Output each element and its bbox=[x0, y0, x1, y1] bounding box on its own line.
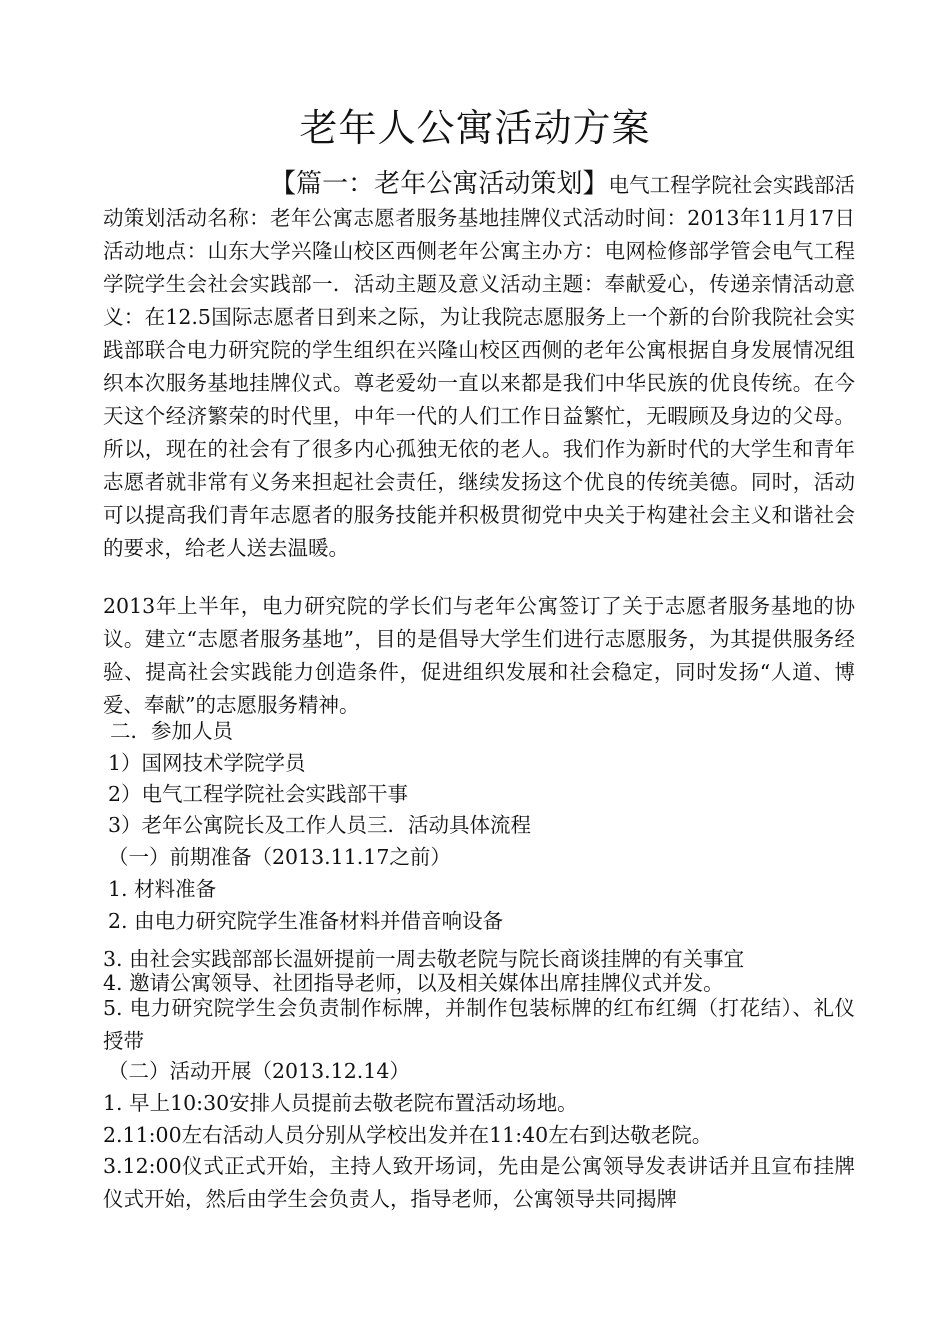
document-title: 老年人公寓活动方案 bbox=[299, 106, 651, 150]
prep-item: 5. 电力研究院学生会负责制作标牌，并制作包装标牌的红布红绸（打花结）、礼仪授带 bbox=[103, 996, 855, 1053]
intro-heading: 【篇一：老年公寓活动策划】 bbox=[270, 169, 609, 199]
participant-item: 2）电气工程学院社会实践部干事 bbox=[108, 782, 409, 806]
background-paragraph: 2013年上半年，电力研究院的学长们与老年公寓签订了关于志愿者服务基地的协议。建立“志愿者服务基地”，目的是倡导大学生们进行志愿服务，为其提供服务经验、提高社会实践能力创造条件，促进组织发展和社会稳定，同时发扬“人道、博爱、奉献”的志愿服务精神。 bbox=[103, 594, 855, 717]
participant-item: 3）老年公寓院长及工作人员三．活动具体流程 bbox=[108, 813, 532, 837]
prep-item: 2. 由电力研究院学生准备材料并借音响设备 bbox=[108, 909, 504, 933]
run-item: 3.12:00仪式正式开始，主持人致开场词，先由是公寓领导发表讲话并且宣布挂牌仪式开始，然后由学生会负责人，指导老师，公寓领导共同揭牌 bbox=[103, 1154, 855, 1211]
run-item: 2.11:00左右活动人员分别从学校出发并在11:40左右到达敬老院。 bbox=[103, 1123, 713, 1147]
prep-item: 1. 材料准备 bbox=[108, 877, 217, 901]
prep-item: 3. 由社会实践部部长温妍提前一周去敬老院与院长商谈挂牌的有关事宜 bbox=[103, 947, 745, 971]
intro-paragraph bbox=[103, 168, 855, 565]
subsection-heading-prep: （一）前期准备（2013.11.17之前） bbox=[108, 845, 451, 869]
subsection-heading-run: （二）活动开展（2013.12.14） bbox=[108, 1059, 410, 1083]
participant-item: 1）国网技术学院学员 bbox=[108, 751, 306, 775]
run-item: 1. 早上10:30安排人员提前去敬老院布置活动场地。 bbox=[103, 1091, 578, 1115]
intro-text: 电气工程学院社会实践部活动策划活动名称：老年公寓志愿者服务基地挂牌仪式活动时间：2013年11月17日活动地点：山东大学兴隆山校区西侧老年公寓主办方：电网检修部学管会电气工程学院学生会社会实践部一．活动主题及意义活动主题：奉献爱心，传递亲情活动意义：在12.5国际志愿者日到来之际，为让我院志愿服务上一个新的台阶我院社会实践部联合电力研究院的学生组织在兴隆山校区西侧的老年公寓根据自身发展情况组织本次服务基地挂牌仪式。尊老爱幼一直以来都是我们中华民族的优良传统。在今天这个经济繁荣的时代里，中年一代的人们工作日益繁忙，无暇顾及身边的父母。所以，现在的社会有了很多内心孤独无依的老人。我们作为新时代的大学生和青年志愿者就非常有义务来担起社会责任，继续发扬这个优良的传统美德。同时，活动可以提高我们青年志愿者的服务技能并积极贯彻党中央关于构建社会主义和谐社会的要求，给老人送去温暖。 bbox=[103, 173, 855, 560]
section-heading-participants: 二．参加人员 bbox=[110, 719, 233, 743]
prep-item: 4. 邀请公寓领导、社团指导老师，以及相关媒体出席挂牌仪式并发。 bbox=[103, 971, 724, 995]
